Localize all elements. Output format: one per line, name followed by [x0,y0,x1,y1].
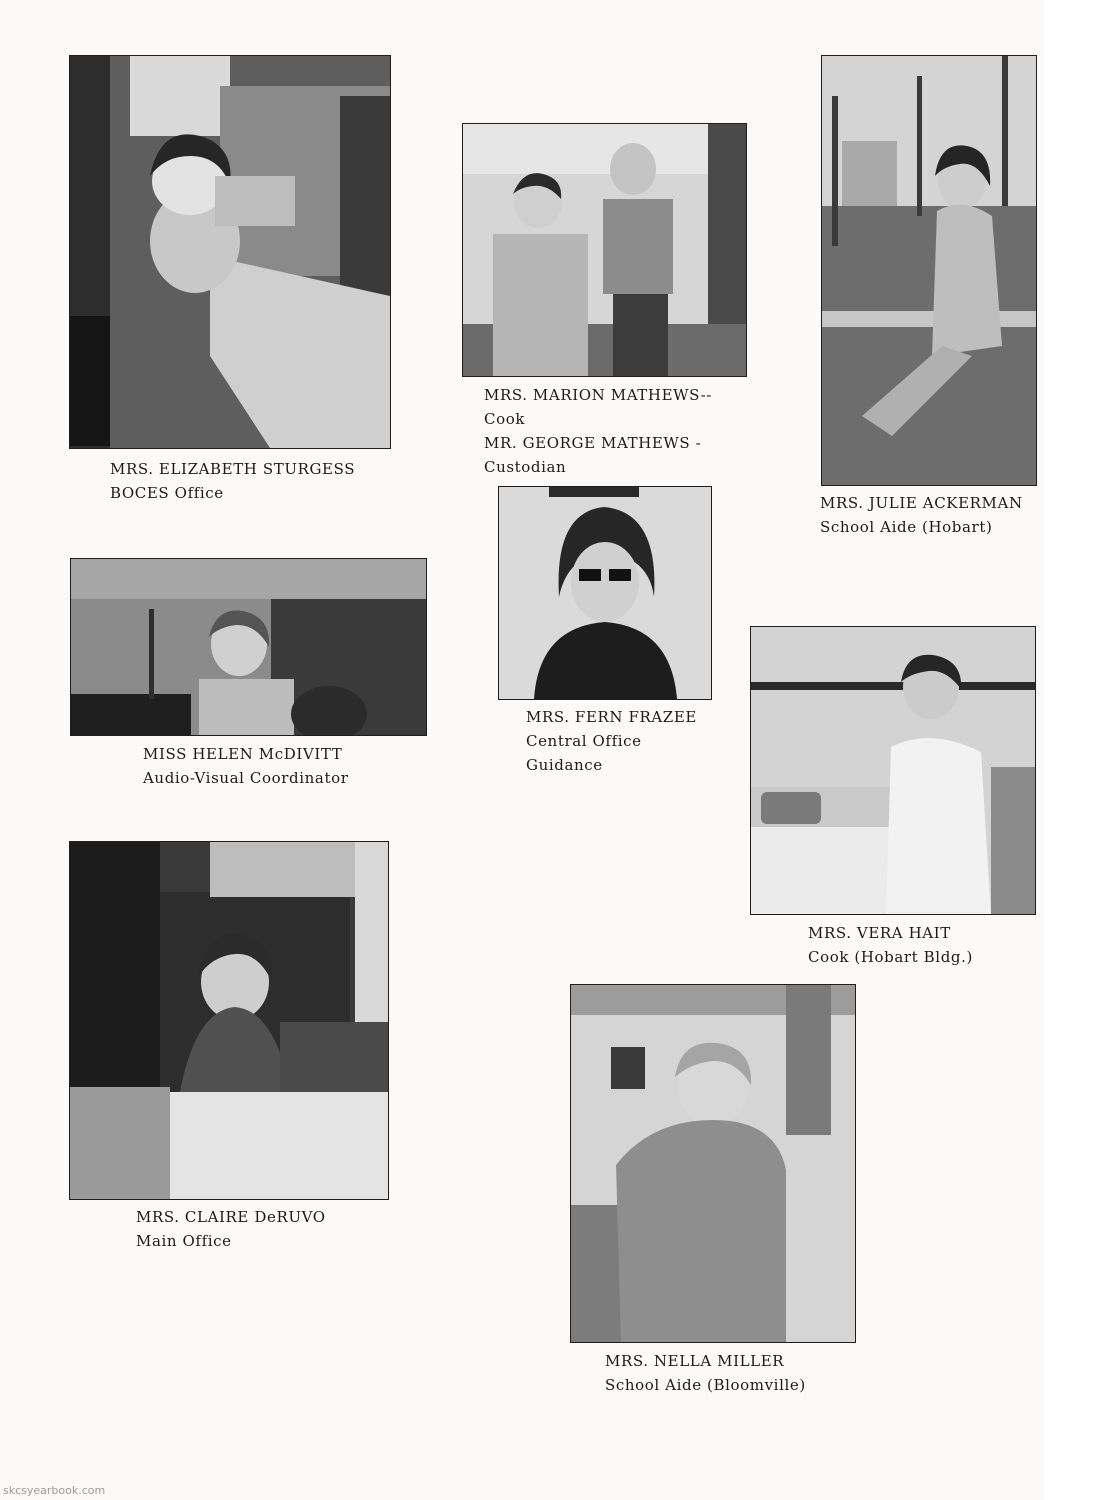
caption-nella-miller [605,1349,806,1397]
photo-helen-mcdivitt [70,558,427,736]
staff-role: Cook [484,410,526,428]
photo-marion-george-mathews [462,123,747,377]
photo-elizabeth-sturgess [69,55,391,449]
staff-name: MR. GEORGE MATHEWS - [484,434,702,452]
staff-role: Cook (Hobart Bldg.) [808,948,973,966]
photo-vera-hait [750,626,1036,915]
staff-role: Audio-Visual Coordinator [143,769,349,787]
staff-role: Central Office [526,732,642,750]
caption-marion-george-mathews [484,383,712,479]
caption-vera-hait [808,921,973,969]
staff-name: MRS. MARION MATHEWS-- [484,386,712,404]
staff-role: School Aide (Bloomville) [605,1376,806,1394]
watermark: skcsyearbook.com [3,1484,106,1497]
staff-name: MRS. VERA HAIT [808,924,951,942]
staff-role: School Aide (Hobart) [820,518,993,536]
photo-nella-miller [570,984,856,1343]
caption-julie-ackerman [820,491,1023,539]
caption-fern-frazee [526,705,697,777]
staff-name: MRS. JULIE ACKERMAN [820,494,1023,512]
staff-name: MISS HELEN McDIVITT [143,745,343,763]
staff-role: Custodian [484,458,567,476]
photo-claire-deruvo [69,841,389,1200]
caption-elizabeth-sturgess [110,457,355,505]
caption-helen-mcdivitt [143,742,348,790]
staff-role: BOCES Office [110,484,224,502]
photo-julie-ackerman [821,55,1037,486]
caption-claire-deruvo [136,1205,326,1253]
staff-role: Guidance [526,756,603,774]
staff-name: MRS. FERN FRAZEE [526,708,697,726]
staff-role: Main Office [136,1232,232,1250]
staff-name: MRS. ELIZABETH STURGESS [110,460,356,478]
staff-name: MRS. NELLA MILLER [605,1352,785,1370]
staff-name: MRS. CLAIRE DeRUVO [136,1208,326,1226]
photo-fern-frazee [498,486,712,700]
